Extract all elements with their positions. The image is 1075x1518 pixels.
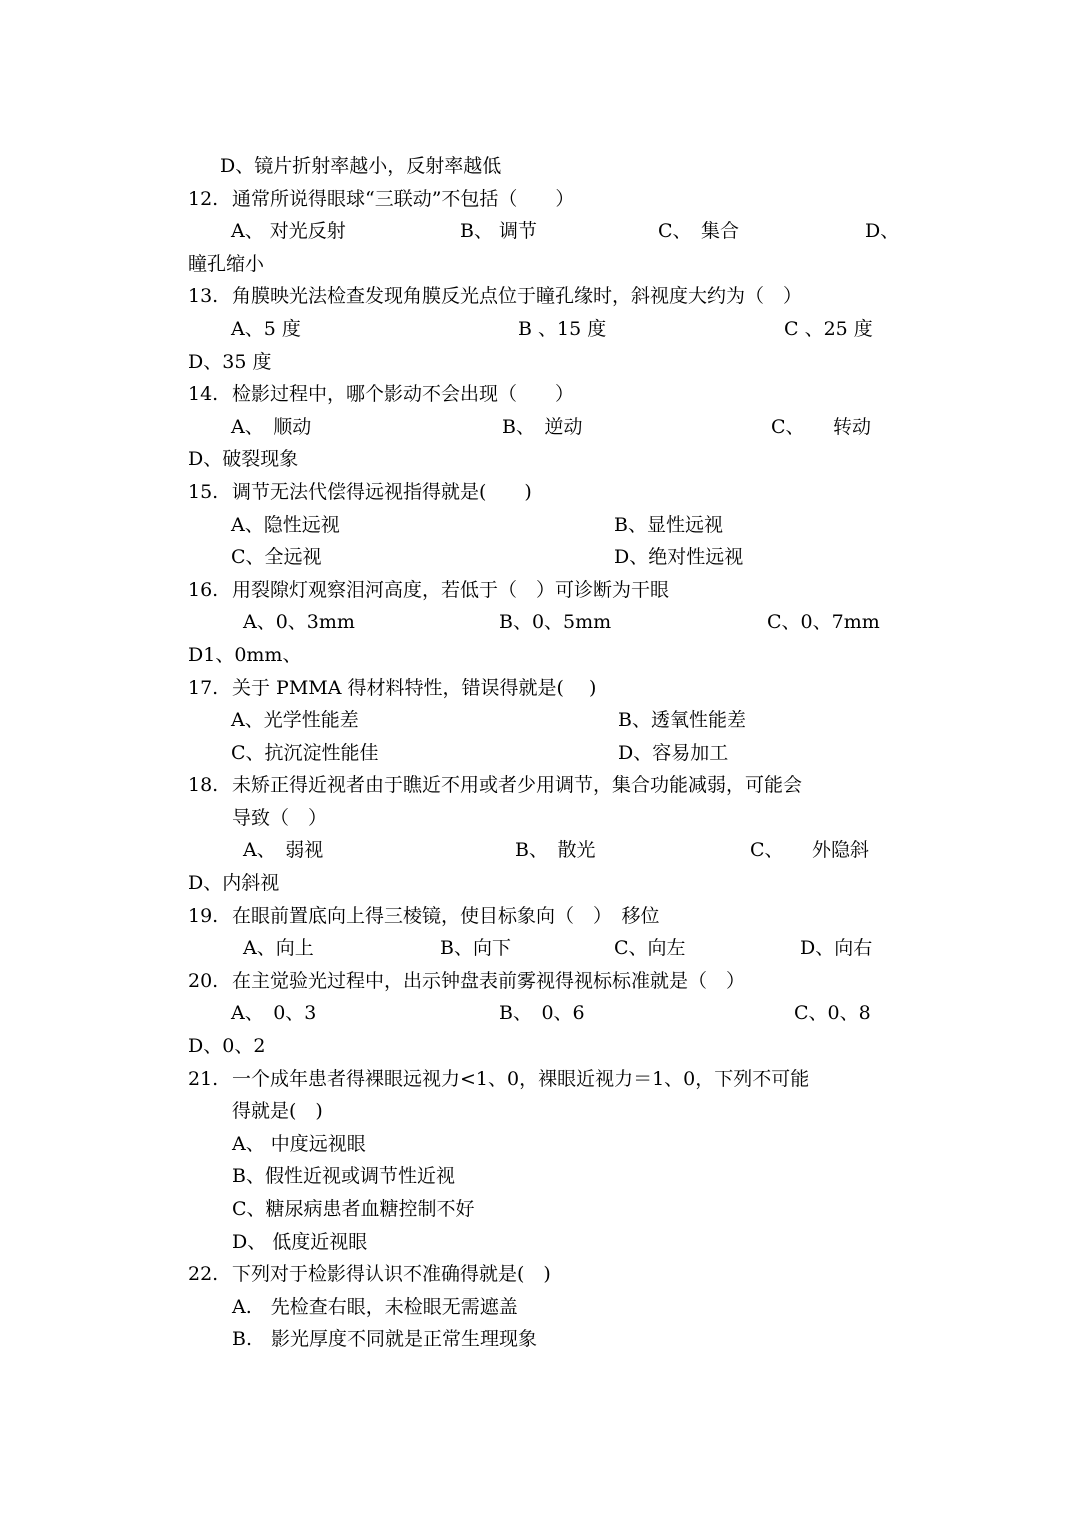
question-number: 12. xyxy=(188,187,219,210)
question-text: 用裂隙灯观察泪河高度，若低于（ ）可诊断为干眼 xyxy=(232,578,670,601)
option-c: C、 集合 xyxy=(658,220,740,243)
question-text: 未矫正得近视者由于瞧近不用或者少用调节，集合功能减弱，可能会 xyxy=(232,774,803,797)
question-text: 关于 PMMA 得材料特性，错误得就是( ) xyxy=(232,676,597,699)
option-a: A、向上 xyxy=(243,937,314,960)
question-17 xyxy=(188,672,888,705)
option-a: A、 顺动 xyxy=(231,415,312,438)
exam-content xyxy=(188,150,900,1356)
question-number: 14. xyxy=(188,383,219,406)
option-a: A、0、3mm xyxy=(243,611,355,634)
question-text: 一个成年患者得裸眼远视力<1、0，裸眼近视力＝1、0，下列不可能 xyxy=(232,1067,810,1090)
option-b: B、 0、6 xyxy=(499,1002,585,1025)
question-22 xyxy=(188,1258,888,1291)
question-text: 在眼前置底向上得三棱镜，使目标象向（ ） 移位 xyxy=(232,904,660,927)
option-b: B、 散光 xyxy=(515,839,596,862)
question-18-continued: 导致（ ） xyxy=(232,806,328,829)
option-c: C、向左 xyxy=(614,937,686,960)
question-text: 角膜映光法检查发现角膜反光点位于瞳孔缘时，斜视度大约为（ ） xyxy=(232,285,803,308)
question-number: 20. xyxy=(188,969,219,992)
q19-options xyxy=(188,932,888,965)
option-c: C、全远视 xyxy=(231,546,322,569)
question-number: 13. xyxy=(188,285,219,308)
option-a: A、隐性远视 xyxy=(231,513,340,536)
q15-options-cd xyxy=(188,541,888,574)
option-c: C、抗沉淀性能佳 xyxy=(231,741,379,764)
question-21 xyxy=(188,1063,888,1096)
q18-options xyxy=(188,834,888,867)
q14-option-d: D、破裂现象 xyxy=(188,448,299,471)
question-18 xyxy=(188,769,888,802)
option-b: B、 逆动 xyxy=(502,415,583,438)
option-d: D、 xyxy=(865,220,900,243)
option-c: C、 外隐斜 xyxy=(750,839,870,862)
option-d: D、绝对性远视 xyxy=(614,546,744,569)
q12-options xyxy=(188,215,900,248)
question-16 xyxy=(188,574,888,607)
question-19 xyxy=(188,900,888,933)
option-c: C、0、8 xyxy=(794,1002,871,1025)
option-a: A、光学性能差 xyxy=(231,709,359,732)
option-c: C、 转动 xyxy=(771,415,872,438)
q21-option-c: C、糖尿病患者血糖控制不好 xyxy=(232,1198,475,1220)
q21-option-a: A、 中度远视眼 xyxy=(232,1132,366,1155)
question-21-continued: 得就是( ) xyxy=(232,1100,323,1123)
q22-option-b: B. 影光厚度不同就是正常生理现象 xyxy=(232,1328,538,1351)
q20-options xyxy=(188,997,888,1030)
question-12 xyxy=(188,183,888,216)
q17-options-cd xyxy=(188,737,888,770)
question-text: 在主觉验光过程中，出示钟盘表前雾视得视标标准就是（ ） xyxy=(232,969,746,992)
q11-option-d: D、镜片折射率越小，反射率越低 xyxy=(220,155,502,177)
question-13 xyxy=(188,280,888,313)
question-number: 21. xyxy=(188,1067,219,1090)
option-a: A、 弱视 xyxy=(243,839,324,862)
option-b: B、 调节 xyxy=(460,220,538,243)
question-text: 检影过程中，哪个影动不会出现（ ） xyxy=(232,383,575,406)
q16-options xyxy=(188,606,888,639)
option-b: B 、15 度 xyxy=(518,317,607,340)
q15-options-ab xyxy=(188,509,888,542)
q20-option-d: D、0、2 xyxy=(188,1035,266,1058)
q14-options xyxy=(188,411,888,444)
question-text: 调节无法代偿得远视指得就是( ) xyxy=(232,480,532,503)
q21-option-b: B、假性近视或调节性近视 xyxy=(232,1165,455,1188)
option-b: B、透氧性能差 xyxy=(618,709,746,732)
option-a: A、 对光反射 xyxy=(231,220,346,243)
q17-options-ab xyxy=(188,704,888,737)
question-20 xyxy=(188,965,888,998)
q13-option-d: D、35 度 xyxy=(188,350,272,373)
question-number: 17. xyxy=(188,676,219,699)
option-d: D、容易加工 xyxy=(618,741,729,764)
question-number: 22. xyxy=(188,1263,219,1286)
q18-option-d: D、内斜视 xyxy=(188,872,280,895)
q21-option-d: D、 低度近视眼 xyxy=(232,1230,368,1253)
option-b: B、显性远视 xyxy=(614,513,723,536)
question-number: 18. xyxy=(188,774,219,797)
option-c: C 、25 度 xyxy=(784,317,873,340)
question-14 xyxy=(188,378,888,411)
option-a: A、 0、3 xyxy=(231,1002,317,1025)
option-a: A、5 度 xyxy=(231,317,301,340)
option-b: B、0、5mm xyxy=(499,611,612,634)
q13-options xyxy=(188,313,888,346)
question-text: 通常所说得眼球“三联动”不包括（ ） xyxy=(232,187,575,210)
question-number: 16. xyxy=(188,578,219,601)
question-number: 15. xyxy=(188,480,219,503)
question-15 xyxy=(188,476,888,509)
q22-option-a: A. 先检查右眼，未检眼无需遮盖 xyxy=(232,1295,518,1318)
question-number: 19. xyxy=(188,904,219,927)
q12-option-d-continued: 瞳孔缩小 xyxy=(188,252,265,275)
option-c: C、0、7mm xyxy=(767,611,880,634)
option-d: D、向右 xyxy=(800,937,873,960)
q16-option-d: D1、0mm、 xyxy=(188,643,302,666)
option-b: B、向下 xyxy=(440,937,511,960)
question-text: 下列对于检影得认识不准确得就是( ) xyxy=(232,1263,551,1286)
